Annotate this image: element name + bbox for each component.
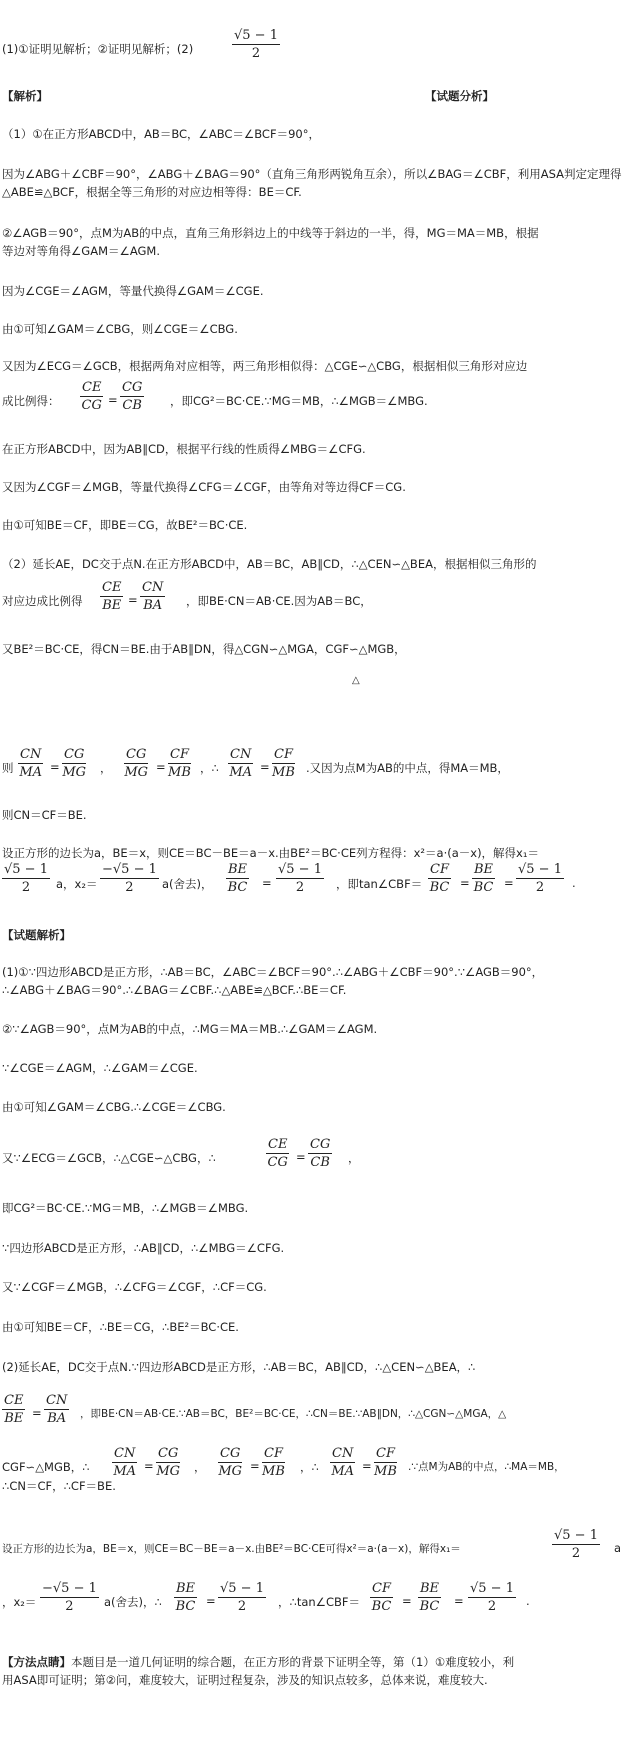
solution-14-a: a [614,1541,622,1555]
frac-num: CN [332,1446,354,1461]
analysis-line-14: 设正方形的边长为a，BE＝x，则CE＝BC－BE＝a－x.由BE²＝BC·CE列方程得：x²＝a·(a－x)，解得x₁＝ [2,846,539,860]
frac-den: MG [156,1464,181,1479]
solution-line-1a: (1)①∵四边形ABCD是正方形，∴AB＝BC，∠ABC＝∠BCF＝90°.∴∠ABG＋∠CBF＝90°.∵∠AGB＝90°， [2,965,544,979]
frac-num: √5 − 1 [470,1581,514,1596]
frac-den: BC [419,1599,440,1614]
frac-num: CF [430,862,449,877]
frac-num: CE [82,380,102,395]
frac-num: CF [274,747,293,762]
frac-num: BE [228,862,248,877]
header-method: 【方法点睛】 [2,1655,71,1669]
header-shiti-fenxi: 【试题分析】 [425,89,494,103]
frac-num: √5 − 1 [278,862,322,877]
solution-line-3: ∵∠CGE＝∠AGM，∴∠GAM＝∠CGE. [2,1061,198,1075]
equals-sign: = [460,876,470,890]
frac-den: 2 [571,1546,581,1561]
frac-den: MB [168,765,191,780]
frac-num: BE [176,1581,196,1596]
solution-11-frac-2 [44,1393,69,1426]
header-shiti-jiexi: 【试题解析】 [2,928,71,942]
frac-num: √5 − 1 [220,1581,264,1596]
comma: ， [194,1460,206,1474]
solution-line-12-post: .∵点M为AB的中点，∴MA＝MB， [408,1461,565,1473]
analysis-12-frac-3 [124,747,148,780]
frac-den: CB [122,398,142,413]
frac-den: 2 [65,1599,74,1614]
frac-num: CF [264,1446,283,1461]
solution-15-frac-1 [40,1581,99,1614]
solution-line-8: 又∵∠CGF＝∠MGB，∴∠CFG＝∠CGF，∴CF＝CG. [2,1280,267,1294]
analysis-line-3b: 等边对等角得∠GAM＝∠AGM. [2,244,160,258]
frac-num: BE [420,1581,440,1596]
header-jiexi: 【解析】 [2,89,48,103]
frac-den: MG [62,765,87,780]
frac-num: CE [4,1393,24,1408]
analysis-line-3a: ②∠AGB＝90°，点M为AB的中点，直角三角形斜边上的中线等于斜边的一半，得，MG＝MA＝MB，根据 [2,226,539,240]
frac-num: √5 − 1 [518,862,562,877]
solution-5-frac-1 [266,1137,289,1170]
answer-fraction [232,28,280,61]
frac-num: CG [126,747,147,762]
answer-prefix: (1)①证明见解析；②证明见解析；(2) [2,42,194,56]
solution-15-frac-3 [218,1581,266,1614]
frac-num: CE [102,580,122,595]
frac-num: CN [20,747,42,762]
frac-num: CF [376,1446,395,1461]
analysis-line-6a: 又因为∠ECG＝∠GCB，根据两角对应相等，两三角形相似得：△CGE∽△CBG，根据相似三角形对应边 [2,359,528,373]
solution-14-frac [552,1528,600,1561]
analysis-12-frac-5 [228,747,253,780]
frac-num: √5 − 1 [554,1528,598,1543]
analysis-12-sep: ， [100,761,112,775]
analysis-line-6b-pre: 成比例得： [2,394,60,408]
analysis-line-9: 由①可知BE＝CF，即BE＝CG，故BE²＝BC·CE. [2,518,248,532]
analysis-line-13: 则CN＝CF＝BE. [2,808,87,822]
frac-num: CF [170,747,189,762]
frac-den: MA [19,765,43,780]
equals-sign: = [262,876,272,890]
solution-line-7: ∵四边形ABCD是正方形，∴AB∥CD，∴∠MBG＝∠CFG. [2,1241,285,1255]
answer-frac-num: √5 − 1 [234,28,278,43]
answer-frac-den: 2 [251,46,261,61]
solution-line-11-post: ，即BE·CN＝AB·CE.∵AB＝BC，BE²＝BC·CE，∴CN＝BE.∵AB∥DN，∴△CGN∽△MGA，△ [80,1408,507,1420]
analysis-6b-frac-1 [80,380,103,413]
equals-sign: = [362,1459,372,1473]
solution-11-frac-1 [2,1393,25,1426]
solution-15-a: a(舍去)，∴ [104,1595,162,1609]
frac-den: MA [229,765,253,780]
equals-sign: = [206,1594,216,1608]
method-line-2: 用ASA即可证明；第②问，难度较大，证明过程复杂，涉及的知识点较多，总体来说，难度较大. [2,1673,488,1687]
frac-den: BA [47,1411,67,1426]
analysis-line-2b: △ABE≌△BCF，根据全等三角形的对应边相等得：BE＝CF. [2,185,302,199]
equals-sign: = [156,760,166,774]
analysis-line-10b-pre: 对应边成比例得 [2,594,83,608]
frac-den: 2 [237,1599,247,1614]
analysis-line-6b-post: ，即CG²＝BC·CE.∵MG＝MB，∴∠MGB＝∠MBG. [170,394,428,408]
frac-den: MB [262,1464,285,1479]
frac-den: 2 [487,1599,497,1614]
solution-5-frac-2 [308,1137,332,1170]
solution-line-10: (2)延长AE，DC交于点N.∵四边形ABCD是正方形，∴AB＝BC，AB∥CD，∴△CEN∽△BEA，∴ [2,1360,476,1374]
frac-num: CG [310,1137,331,1152]
solution-line-13: ∴CN＝CF，∴CF＝BE. [2,1479,116,1493]
solution-line-5-post: ， [348,1151,360,1165]
frac-den: 2 [535,880,545,895]
frac-den: BE [4,1411,24,1426]
solution-15-frac-6 [468,1581,516,1614]
solution-line-12-pre: CGF∽△MGB，∴ [2,1460,90,1474]
frac-den: BC [429,880,450,895]
frac-num: CN [114,1446,136,1461]
analysis-10b-frac-1 [100,580,123,613]
solution-15-frac-4 [370,1581,393,1614]
analysis-12-frac-1 [18,747,43,780]
analysis-15-frac-5 [428,862,451,895]
solution-15-frac-5 [418,1581,441,1614]
frac-num: BE [474,862,494,877]
analysis-line-10a: （2）延长AE，DC交于点N.在正方形ABCD中，AB＝BC，AB∥CD，∴△CEN∽△BEA，根据相似三角形的 [2,557,537,571]
frac-num: CG [122,380,143,395]
solution-12-frac-2 [156,1446,180,1479]
equals-sign: = [296,1150,306,1164]
period: . [572,876,576,890]
analysis-6b-frac-2 [120,380,144,413]
frac-num: √5 − 1 [4,862,48,877]
analysis-12-frac-2 [62,747,86,780]
equals-sign: = [454,1594,464,1608]
frac-den: 2 [295,880,305,895]
frac-num: −√5 − 1 [42,1581,97,1596]
frac-den: MA [331,1464,355,1479]
solution-12-frac-5 [330,1446,355,1479]
frac-den: BC [371,1599,392,1614]
analysis-line-2a: 因为∠ABG＋∠CBF＝90°，∠ABG＋∠BAG＝90°（直角三角形两锐角互余），所以∠BAG＝∠CBF，利用ASA判定定理得 [2,167,622,181]
analysis-12-frac-4 [168,747,191,780]
triangle-mark: △ [352,675,360,686]
analysis-15-frac-2 [100,862,159,895]
frac-num: CE [268,1137,288,1152]
method-text-1: 本题目是一道几何证明的综合题，在正方形的背景下证明全等，第（1）①难度较小，利 [71,1655,515,1669]
frac-num: −√5 − 1 [102,862,157,877]
solution-15-frac-2 [174,1581,197,1614]
solution-line-6: 即CG²＝BC·CE.∵MG＝MB，∴∠MGB＝∠MBG. [2,1201,249,1215]
frac-den: MA [113,1464,137,1479]
frac-den: CG [267,1155,288,1170]
solution-line-14: 设正方形的边长为a，BE＝x，则CE＝BC－BE＝a－x.由BE²＝BC·CE可得x²＝a·(a－x)，解得x₁＝ [2,1543,461,1555]
frac-den: MG [124,765,149,780]
analysis-10b-frac-2 [140,580,165,613]
period: . [526,1594,530,1608]
analysis-line-12-pre: 则 [2,761,14,775]
analysis-12-therefore: ，∴ [200,761,219,775]
frac-num: CN [230,747,252,762]
equals-sign: = [250,1459,260,1473]
analysis-15-frac-6 [472,862,495,895]
frac-den: MG [218,1464,243,1479]
equals-sign: = [144,1459,154,1473]
frac-den: BC [473,880,494,895]
analysis-15-frac-1 [2,862,50,895]
frac-num: CG [158,1446,179,1461]
equals-sign: = [260,760,270,774]
frac-num: CG [64,747,85,762]
solution-12-frac-4 [262,1446,285,1479]
analysis-15-frac-7 [516,862,564,895]
analysis-line-7: 在正方形ABCD中，因为AB∥CD，根据平行线的性质得∠MBG＝∠CFG. [2,442,366,456]
equals-sign: = [50,760,60,774]
frac-num: CF [372,1581,391,1596]
frac-den: BE [102,598,122,613]
frac-den: BC [175,1599,196,1614]
therefore: ，∴ [300,1460,319,1474]
equals-sign: = [128,593,138,607]
frac-num: CN [46,1393,68,1408]
solution-12-frac-6 [374,1446,397,1479]
solution-line-5-pre: 又∵∠ECG＝∠GCB，∴△CGE∽△CBG，∴ [2,1151,216,1165]
analysis-line-12-post: .又因为点M为AB的中点，得MA＝MB， [306,761,509,775]
solution-12-frac-1 [112,1446,137,1479]
analysis-line-1: （1）①在正方形ABCD中，AB＝BC，∠ABC＝∠BCF＝90°， [2,127,320,141]
equals-sign: = [504,876,514,890]
frac-den: CB [310,1155,330,1170]
solution-line-2: ②∵∠AGB＝90°，点M为AB的中点，∴MG＝MA＝MB.∴∠GAM＝∠AGM. [2,1022,378,1036]
frac-den: BA [143,598,163,613]
analysis-15-a: a，x₂＝ [56,877,98,891]
analysis-12-frac-6 [272,747,295,780]
frac-den: 2 [125,880,134,895]
analysis-line-11: 又BE²＝BC·CE，得CN＝BE.由于AB∥DN，得△CGN∽△MGA，CGF∽△MGB， [2,642,406,656]
solution-15-b: ，∴tan∠CBF＝ [278,1595,361,1609]
analysis-15-frac-4 [276,862,324,895]
solution-12-frac-3 [218,1446,242,1479]
analysis-line-5: 由①可知∠GAM＝∠CBG，则∠CGE＝∠CBG. [2,322,238,336]
equals-sign: = [402,1594,412,1608]
analysis-15-b: a(舍去)， [162,877,213,891]
analysis-line-4: 因为∠CGE＝∠AGM，等量代换得∠GAM＝∠CGE. [2,284,264,298]
method-line-1 [2,1654,514,1670]
frac-den: CG [81,398,102,413]
analysis-15-c: ，即tan∠CBF＝ [336,877,423,891]
solution-line-1b: ∴∠ABG＋∠BAG＝90°.∴∠BAG＝∠CBF.∴△ABE≌△BCF.∴BE＝CF. [2,983,347,997]
solution-line-15-pre: ，x₂＝ [2,1595,37,1609]
frac-den: 2 [21,880,31,895]
frac-den: MB [272,765,295,780]
frac-den: MB [374,1464,397,1479]
frac-num: CG [220,1446,241,1461]
equals-sign: = [32,1406,42,1420]
solution-line-4: 由①可知∠GAM＝∠CBG.∴∠CGE＝∠CBG. [2,1100,226,1114]
analysis-line-10b-post: ，即BE·CN＝AB·CE.因为AB＝BC， [186,594,372,608]
analysis-15-frac-3 [226,862,249,895]
frac-den: BC [227,880,248,895]
analysis-line-8: 又因为∠CGF＝∠MGB，等量代换得∠CFG＝∠CGF，由等角对等边得CF＝CG. [2,480,406,494]
frac-num: CN [142,580,164,595]
solution-line-9: 由①可知BE＝CF，∴BE＝CG，∴BE²＝BC·CE. [2,1320,239,1334]
equals-sign: = [108,393,118,407]
